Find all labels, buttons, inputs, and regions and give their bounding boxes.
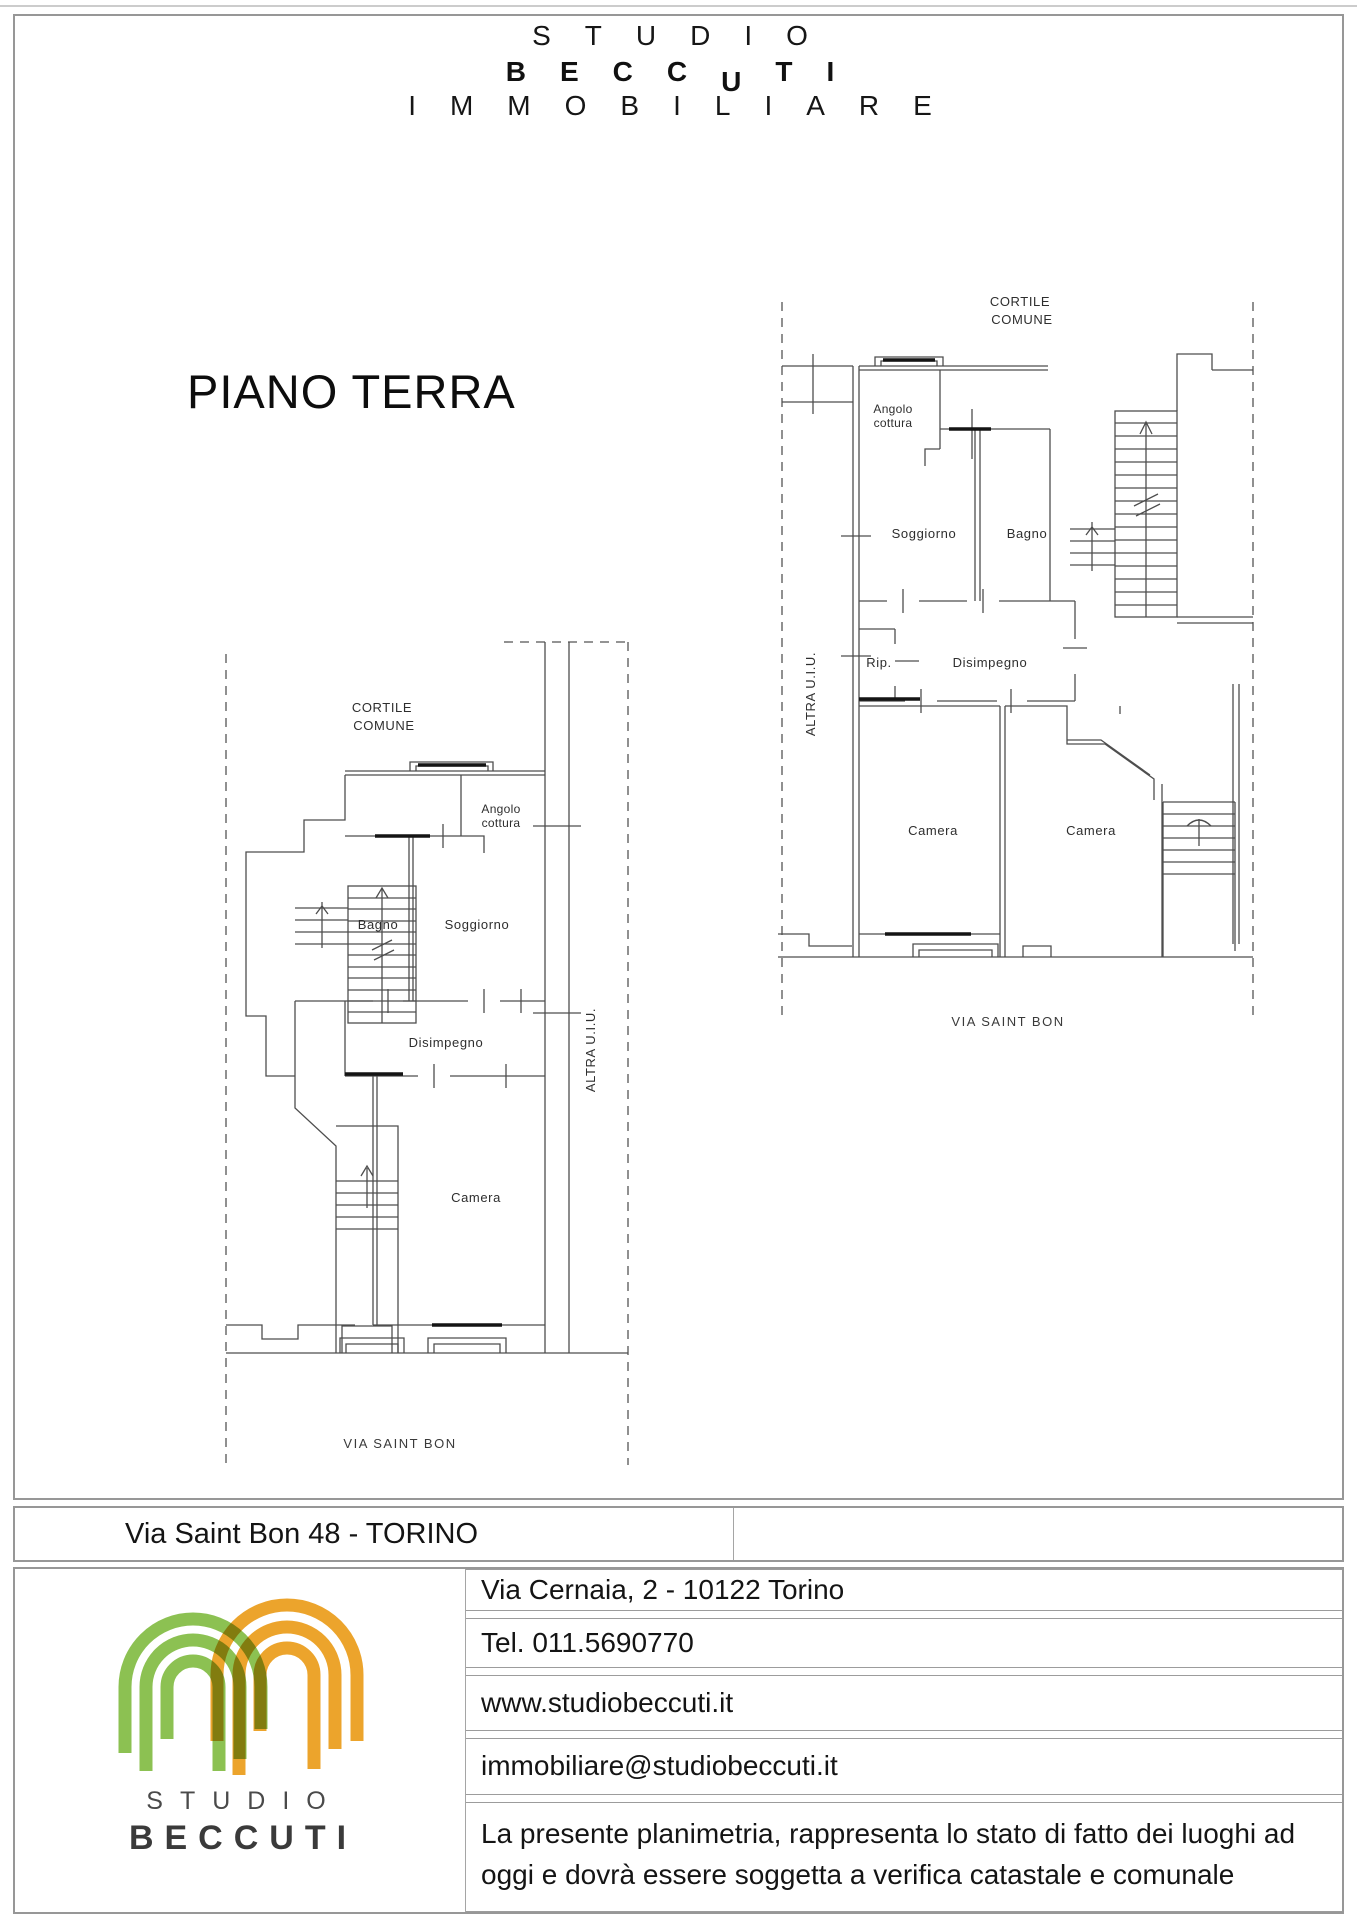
left-label-soggiorno: Soggiorno bbox=[444, 917, 510, 932]
right-plan-staircase bbox=[1115, 411, 1177, 617]
footer bbox=[13, 1567, 1344, 1914]
right-label-bagno: Bagno bbox=[1006, 526, 1048, 541]
header-beccuti-pre: BECC bbox=[505, 56, 722, 87]
left-plan-staircase bbox=[348, 886, 416, 1023]
studio-beccuti-logo-icon bbox=[100, 1591, 380, 1786]
floorplan-right bbox=[637, 244, 1277, 1044]
right-label-camera1: Camera bbox=[908, 823, 958, 838]
left-label-bagno: Bagno bbox=[357, 917, 399, 932]
right-label-angolo: Angolo bbox=[873, 402, 913, 416]
floorplan-left bbox=[175, 554, 635, 1469]
contact-disclaimer: La presente planimetria, rappresenta lo stato di fatto dei luoghi ad oggi e dovrà essere soggetta a verifica catastale e comunale bbox=[466, 1802, 1342, 1912]
left-label-altra-uiu: ALTRA U.I.U. bbox=[583, 1007, 598, 1093]
left-label-cottura: cottura bbox=[481, 816, 521, 830]
address-bar-divider bbox=[733, 1508, 734, 1560]
property-address: Via Saint Bon 48 - TORINO bbox=[125, 1517, 479, 1550]
contact-address: Via Cernaia, 2 - 10122 Torino bbox=[466, 1569, 1342, 1611]
page-title: PIANO TERRA bbox=[187, 365, 516, 418]
left-label-camera: Camera bbox=[451, 1190, 501, 1205]
contact-website: www.studiobeccuti.it bbox=[466, 1675, 1342, 1732]
left-label-disimpegno: Disimpegno bbox=[408, 1035, 484, 1050]
right-label-disimpegno: Disimpegno bbox=[952, 655, 1028, 670]
left-plan-walls bbox=[226, 762, 628, 1353]
right-label-cortile: CORTILE bbox=[989, 294, 1051, 309]
header-immobiliare: IMMOBILIARE bbox=[408, 90, 966, 121]
contact-phone: Tel. 011.5690770 bbox=[466, 1618, 1342, 1668]
logo-beccuti-text: BECCUTI bbox=[128, 1819, 358, 1857]
right-label-comune: COMUNE bbox=[991, 312, 1053, 327]
header-beccuti bbox=[32, 56, 1342, 97]
drawing-frame bbox=[13, 14, 1344, 1500]
left-label-via-saint-bon: VIA SAINT BON bbox=[343, 1436, 457, 1451]
header-beccuti-post: TI bbox=[775, 56, 869, 87]
left-plan-corridor-walls bbox=[533, 642, 581, 1353]
contact-email: immobiliare@studiobeccuti.it bbox=[466, 1738, 1342, 1795]
right-plan-window-sills bbox=[859, 360, 991, 934]
left-label-angolo: Angolo bbox=[481, 802, 521, 816]
header-studio: STUDIO bbox=[532, 20, 842, 51]
right-plan-landing-steps bbox=[1070, 522, 1115, 571]
right-label-via-saint-bon: VIA SAINT BON bbox=[951, 1014, 1065, 1029]
left-plan-lower-stair bbox=[336, 1126, 398, 1353]
right-label-camera2: Camera bbox=[1066, 823, 1116, 838]
address-bar bbox=[13, 1506, 1344, 1562]
studio-header bbox=[15, 22, 1342, 120]
right-plan-labels bbox=[803, 294, 1116, 1029]
right-plan-lower-stair bbox=[1163, 802, 1235, 957]
contact-column bbox=[465, 1569, 1342, 1912]
left-label-comune: COMUNE bbox=[353, 718, 415, 733]
right-label-altra-uiu: ALTRA U.I.U. bbox=[803, 651, 818, 737]
right-label-cottura: cottura bbox=[873, 416, 913, 430]
right-label-soggiorno: Soggiorno bbox=[891, 526, 957, 541]
left-plan-landing-steps bbox=[295, 902, 348, 948]
page-top-rule bbox=[0, 5, 1357, 7]
right-label-rip: Rip. bbox=[866, 655, 892, 670]
right-plan-corridor-walls bbox=[782, 354, 871, 957]
logo-orange-arches bbox=[217, 1605, 357, 1775]
logo-studio-text: STUDIO bbox=[146, 1787, 343, 1815]
header-beccuti-drop-u: U bbox=[721, 66, 776, 97]
logo-cell bbox=[15, 1569, 465, 1912]
left-label-cortile: CORTILE bbox=[351, 700, 413, 715]
